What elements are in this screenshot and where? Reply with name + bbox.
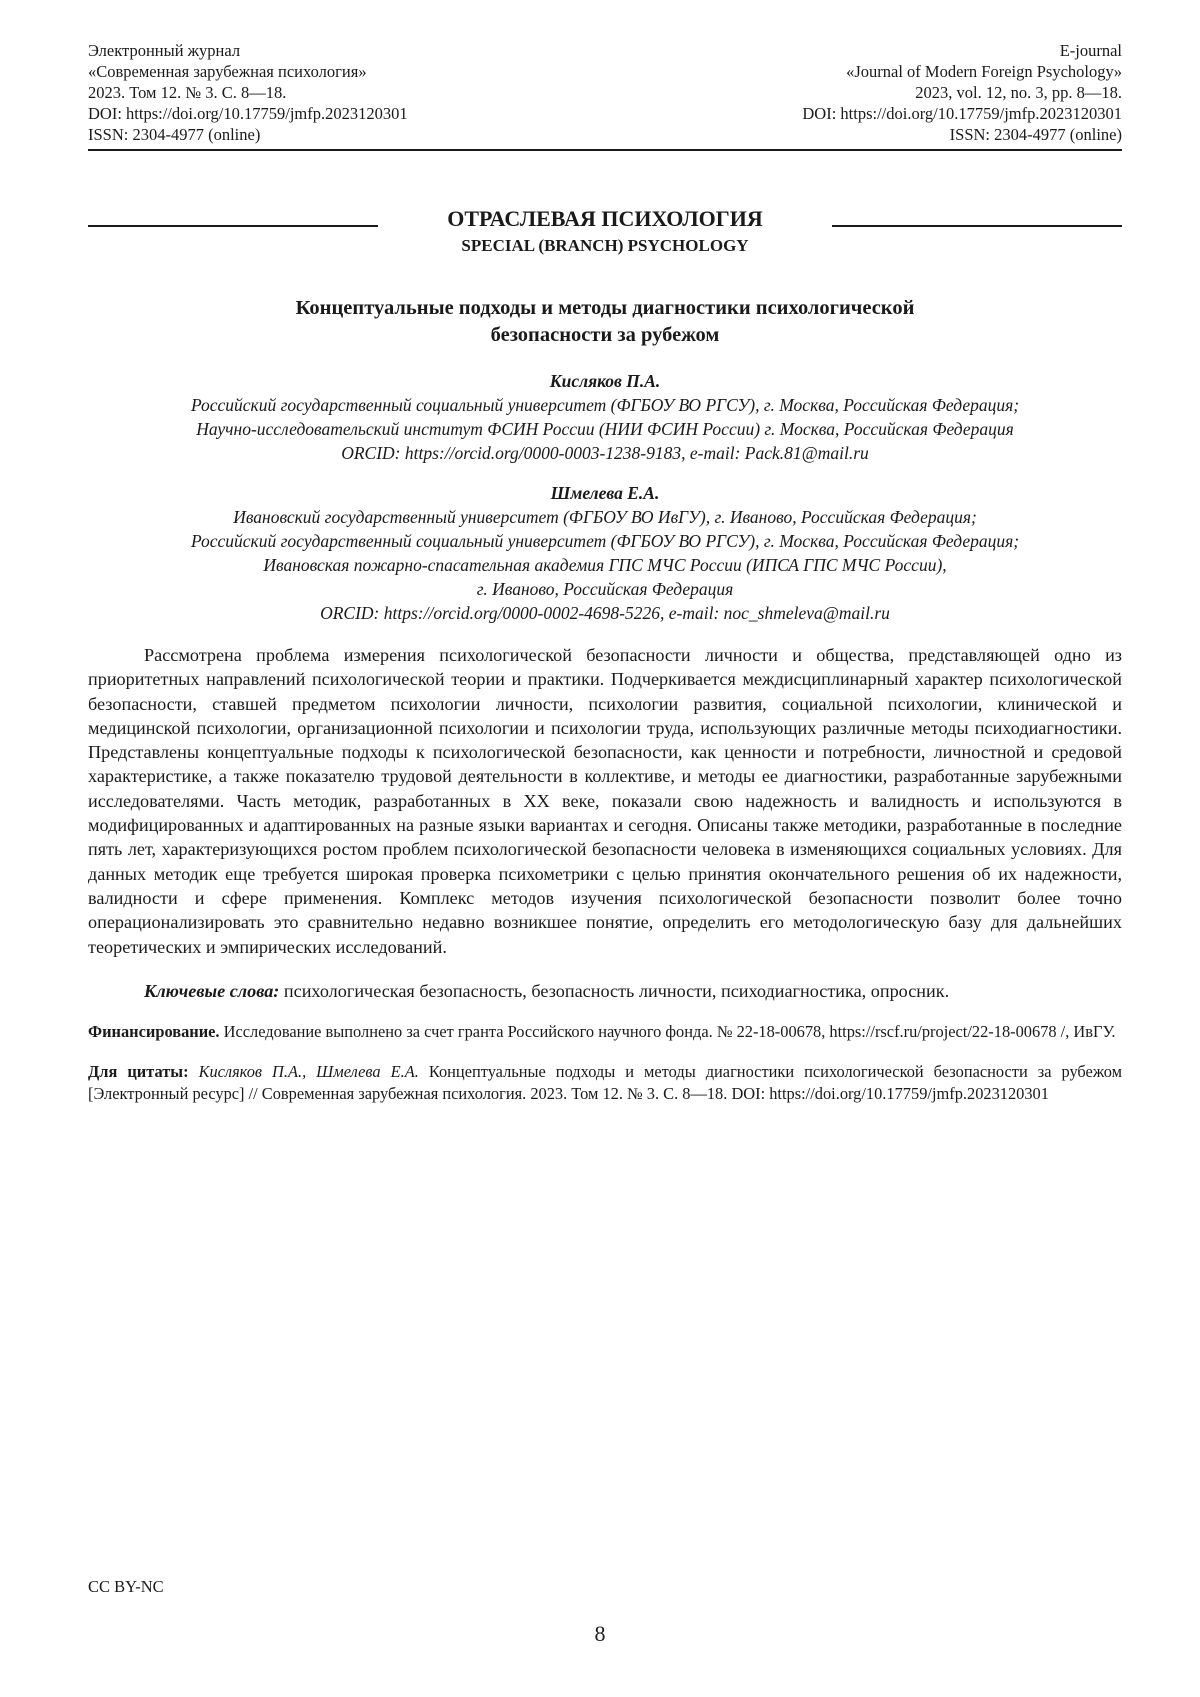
issue-info-en: 2023, vol. 12, no. 3, pp. 8—18. bbox=[915, 83, 1122, 102]
abstract: Рассмотрена проблема измерения психологической безопасности личности и общества, представляющей одно из приоритетных направлений психологической теории и практики. Подчеркивается междисциплинарный характер психологической безопасности, ставшей предметом психологии личности, психологии развития, социальной психологии, клинической и медицинской психологии, организационной психологии и психологии труда, использующих различные методы психодиагностики. Представлены концептуальные подходы к психологической безопасности, как ценности и потребности, личностной и средовой характеристике, а также показателю трудовой деятельности в коллективе, и методы ее диагностики, разработанные зарубежными исследователями. Часть методик, разработанных в XX веке, показали свою надежность и валидность и используются в модифицированных и адаптированных на разные языки вариантах и сегодня. Описаны также методики, разработанные в последние пять лет, характеризующихся ростом проблем психологической безопасности человека в изменяющихся социальных условиях. Для данных методик еще требуется широкая проверка психометрики с целью принятия окончательного решения об их надежности, валидности и сфере применения. Комплекс методов изучения психологической безопасности позволит более точно операционализировать это сравнительно недавно возникшее понятие, определить его методологическую базу для дальнейших теоретических и эмпирических исследований. bbox=[88, 645, 1122, 957]
header-right-english bbox=[802, 40, 1122, 145]
journal-name-en: «Journal of Modern Foreign Psychology» bbox=[846, 62, 1122, 81]
section-heading bbox=[88, 205, 1122, 265]
section-rule-right bbox=[832, 225, 1122, 227]
author-orcid-email: ORCID: https://orcid.org/0000-0003-1238-9183, e-mail: Pack.81@mail.ru bbox=[341, 443, 869, 463]
issn-ru: ISSN: 2304-4977 (online) bbox=[88, 125, 261, 144]
funding-label: Финансирование. bbox=[88, 1022, 220, 1042]
author-affiliation: Научно-исследовательский институт ФСИН России (НИИ ФСИН России) г. Москва, Российская Федерация bbox=[196, 419, 1014, 439]
funding-note bbox=[88, 1021, 1122, 1043]
author-affiliation: Российский государственный социальный университет (ФГБОУ ВО РГСУ), г. Москва, Российская Федерация; bbox=[190, 395, 1020, 415]
article-title-line: безопасности за рубежом bbox=[490, 324, 720, 346]
citation-text: Концептуальные подходы и методы диагностики психологической безопасности за рубежом [Электронный ресурс] // Современная зарубежная психология. 2023. Том 12. № 3. С. 8—18. DOI: https://doi.org/10.17759/jmfp.2023120301 bbox=[88, 1062, 1123, 1104]
header-left-russian bbox=[88, 40, 408, 145]
doi-en: DOI: https://doi.org/10.17759/jmfp.2023120301 bbox=[802, 104, 1122, 123]
author-block bbox=[88, 481, 1122, 625]
journal-header bbox=[88, 40, 1122, 145]
page bbox=[88, 40, 1122, 1121]
section-title-en: SPECIAL (BRANCH) PSYCHOLOGY bbox=[461, 236, 749, 255]
article-title bbox=[88, 295, 1122, 349]
journal-name-ru: «Современная зарубежная психология» bbox=[88, 62, 367, 81]
author-name: Шмелева Е.А. bbox=[550, 483, 660, 503]
doi-ru: DOI: https://doi.org/10.17759/jmfp.2023120301 bbox=[88, 104, 408, 123]
citation-note bbox=[88, 1061, 1122, 1105]
page-number: 8 bbox=[594, 1621, 606, 1646]
keywords-text: психологическая безопасность, безопасность личности, психодиагностика, опросник. bbox=[283, 980, 950, 1001]
keywords bbox=[88, 979, 1122, 1003]
section-title-ru: ОТРАСЛЕВАЯ ПСИХОЛОГИЯ bbox=[447, 206, 763, 231]
header-divider bbox=[88, 149, 1122, 151]
article-title-line: Концептуальные подходы и методы диагностики психологической bbox=[295, 297, 915, 319]
author-block bbox=[88, 369, 1122, 465]
journal-type-en: E-journal bbox=[1059, 41, 1122, 60]
author-affiliation: Ивановская пожарно-спасательная академия ГПС МЧС России (ИПСА ГПС МЧС России), bbox=[263, 555, 947, 575]
author-affiliation: Ивановский государственный университет (ФГБОУ ВО ИвГУ), г. Иваново, Российская Федерация; bbox=[233, 507, 977, 527]
funding-text: Исследование выполнено за счет гранта Российского научного фонда. № 22-18-00678, https://rscf.ru/project/22-18-00678 /, ИвГУ. bbox=[223, 1022, 1116, 1042]
issn-en: ISSN: 2304-4977 (online) bbox=[949, 125, 1122, 144]
citation-label: Для цитаты: bbox=[88, 1062, 189, 1082]
author-name: Кисляков П.А. bbox=[549, 371, 661, 391]
section-rule-left bbox=[88, 225, 378, 227]
license-label: CC BY-NC bbox=[88, 1577, 164, 1596]
journal-type-ru: Электронный журнал bbox=[88, 41, 241, 60]
author-affiliation: Российский государственный социальный университет (ФГБОУ ВО РГСУ), г. Москва, Российская Федерация; bbox=[190, 531, 1020, 551]
issue-info-ru: 2023. Том 12. № 3. С. 8—18. bbox=[88, 83, 287, 102]
author-orcid-email: ORCID: https://orcid.org/0000-0002-4698-5226, e-mail: noc_shmeleva@mail.ru bbox=[320, 603, 890, 623]
citation-authors: Кисляков П.А., Шмелева Е.А. bbox=[198, 1062, 419, 1082]
keywords-label: Ключевые слова: bbox=[144, 980, 280, 1001]
author-affiliation: г. Иваново, Российская Федерация bbox=[476, 579, 734, 599]
